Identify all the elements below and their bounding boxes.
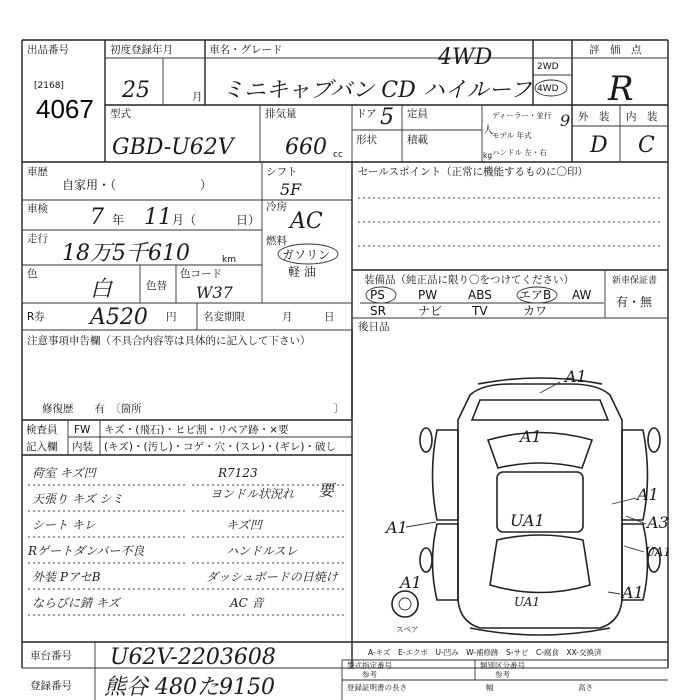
recycle-value: A520	[90, 305, 148, 330]
handwritten-notes-left	[27, 466, 186, 615]
drive-value: 4WD	[438, 45, 493, 70]
color-value: 白	[90, 277, 113, 302]
damage-mark-9: UA1	[514, 595, 541, 609]
length-label: 長さ	[392, 683, 407, 692]
spare-label: スペア	[396, 625, 419, 634]
first-reg-label: 初度登録年月	[110, 44, 173, 56]
model-year-label: モデル 年式	[492, 131, 532, 140]
damage-mark-3: A1	[386, 518, 408, 537]
shaken-month-unit: 月（	[172, 213, 197, 227]
damage-mark-2: A1	[520, 427, 542, 446]
equip-airbag: エアB	[519, 288, 552, 302]
first-reg-month-unit: 月	[192, 91, 203, 103]
color-code-value: W37	[196, 283, 233, 302]
damage-mark-5: A3	[647, 513, 669, 532]
color-label: 色	[27, 268, 38, 280]
note-right-3: キズ凹	[226, 518, 262, 532]
damage-mark-6: UA1	[510, 511, 545, 530]
handle-label: ハンドル 左・右	[492, 148, 547, 157]
handwritten-notes-right	[192, 466, 346, 615]
name-change-label: 名変期限	[203, 311, 245, 323]
shaken-label: 車検	[27, 203, 48, 215]
recycle-unit: 円	[166, 311, 177, 323]
car-wheel-fr	[648, 428, 660, 452]
equipment-row-2	[370, 304, 547, 318]
height-label: 高さ	[578, 683, 593, 692]
note-right-mark: 要	[318, 481, 335, 500]
equip-leather: カワ	[523, 304, 548, 318]
chassis-label: 車台番号	[30, 650, 72, 662]
car-hood	[472, 400, 608, 420]
chassis-value: U62V-2203608	[110, 645, 276, 670]
recycle-label: R券	[27, 311, 45, 323]
capacity-label: 定員	[407, 108, 428, 120]
displacement-label: 排気量	[265, 108, 297, 120]
aircon-label: 冷房	[266, 201, 287, 213]
capacity-unit: 人	[483, 124, 494, 136]
mileage-label: 走行	[27, 233, 48, 245]
shape-label: 形状	[356, 134, 377, 146]
note-left-5: 外装 PアセB	[32, 570, 101, 584]
load-unit: kg	[483, 151, 493, 160]
lot-label: 出品番号	[27, 44, 69, 56]
note-left-1: 荷室 キズ凹	[32, 466, 96, 480]
name-grade-value: ミニキャブバン CD ハイルーフ	[222, 78, 532, 103]
details-grid	[22, 162, 668, 668]
car-rear-window	[490, 535, 590, 593]
accessory-label: 後日品	[358, 321, 390, 333]
damage-mark-7: UA1	[645, 545, 672, 559]
rating-label: 評 価 点	[589, 44, 642, 56]
car-wheel-rl	[420, 548, 432, 572]
class-no-label: 類別区分番号	[480, 661, 525, 670]
spare-tire	[392, 591, 418, 617]
model-label: 型式	[110, 108, 131, 120]
note-left-3: シート キレ	[32, 518, 96, 532]
mileage-unit: km	[222, 255, 236, 265]
dealer-label: ディーラー・並行	[492, 111, 552, 120]
equip-sr: SR	[370, 304, 386, 318]
shift-label: シフト	[266, 166, 298, 178]
note-left-6: ならびに錆 キズ	[32, 596, 120, 610]
sales-point-label: セールスポイント（正常に機能するものに〇印）	[358, 166, 589, 178]
fw-label: FW	[74, 424, 91, 436]
note-right-1: R7123	[218, 466, 258, 480]
drive-4wd: 4WD	[537, 84, 559, 94]
car-left-rear-door	[433, 524, 459, 600]
repair-label: 修復歴 有 〔箇所	[42, 403, 142, 415]
doors-label: ドア	[356, 108, 377, 120]
fuel-value-diesel: 軽 油	[288, 265, 316, 279]
cert-label: 登録証明書の	[347, 683, 392, 692]
damage-annotations	[384, 367, 671, 609]
damage-mark-10: A1	[400, 573, 422, 592]
name-change-unit: 月 日	[282, 311, 335, 323]
model-value: GBD-U62V	[112, 135, 234, 160]
displacement-value: 660	[285, 135, 327, 160]
first-reg-year: 25	[122, 78, 150, 103]
interior-label: 内 装	[626, 111, 658, 123]
notes-title: 注意事項申告欄（不具合内容等は具体的に記入して下さい）	[27, 335, 311, 347]
reg-label: 登録番号	[30, 680, 72, 692]
car-left-front-door	[433, 430, 459, 520]
inspector-label-1: 検査員	[26, 424, 58, 436]
shaken-year-unit: 年	[112, 213, 125, 227]
car-wheel-fl	[420, 428, 432, 452]
equip-ps: PS	[370, 288, 385, 302]
car-rear-bumper	[470, 628, 610, 635]
warranty-value: 有・無	[616, 295, 653, 309]
note-right-6: AC 音	[230, 596, 264, 610]
mileage-value: 18万5千610	[62, 241, 190, 266]
note-left-2: 天張り キズ シミ	[32, 492, 124, 506]
damage-mark-4: A1	[637, 485, 659, 504]
note-right-4: ハンドルスレ	[226, 544, 298, 558]
equipment-row-1	[366, 287, 592, 303]
fw-items: キズ・(飛石)・ヒビ割・リペア跡・×要	[104, 424, 289, 436]
displacement-unit: cc	[333, 150, 343, 160]
exterior-value: D	[590, 133, 608, 158]
damage-legend: A-キズ E-エクボ U-凹み W-補修跡 S-サビ C-腐食 XX-交換済	[368, 648, 602, 657]
note-right-2: ヨンドル状況れ	[210, 487, 295, 501]
history-value: 自家用・（ ）	[62, 178, 213, 192]
inspector-label-2: 記入欄	[26, 441, 58, 453]
fuel-label: 燃料	[266, 235, 287, 247]
car-right-front-door	[622, 430, 648, 520]
color-code-label: 色コード	[180, 268, 222, 280]
color-code-chip: 色替	[146, 280, 167, 292]
spare-tire-hub	[399, 598, 411, 610]
exterior-label: 外 装	[578, 111, 610, 123]
note-left-4: Rゲートダンパー不良	[28, 544, 145, 558]
reg-value: 熊谷 480た9150	[104, 675, 275, 700]
aircon-value: AC	[290, 209, 323, 234]
interior-value: C	[638, 133, 655, 158]
ref-label-2: 参考	[495, 670, 510, 679]
note-right-5: ダッシュボードの日焼け	[206, 570, 338, 584]
repair-close: 〕	[334, 403, 345, 415]
load-label: 積載	[407, 134, 428, 146]
equipment-title: 装備品（純正品に限り〇をつけてください）	[364, 274, 574, 286]
lot-code: [2168]	[34, 81, 64, 91]
shift-value: 5F	[280, 180, 302, 199]
fuel-value-gasoline: ガソリン	[282, 248, 331, 262]
name-grade-label: 車名・グレード	[209, 44, 283, 56]
rating-value: R	[608, 69, 634, 109]
history-label: 車歴	[27, 166, 48, 178]
equip-tv: TV	[472, 304, 488, 318]
equip-pw: PW	[418, 288, 438, 302]
width-label: 幅	[486, 683, 494, 692]
damage-mark-8: A1	[622, 583, 644, 602]
warranty-label: 新車保証書	[612, 276, 658, 286]
interior-inspect-label: 内装	[72, 441, 93, 453]
drive-2wd: 2WD	[537, 62, 559, 72]
ref-label: 参考	[362, 670, 377, 679]
shaken-year: 7	[90, 205, 104, 230]
type-no-label: 型式指定番号	[347, 661, 392, 670]
equip-navi: ナビ	[418, 304, 443, 318]
interior-items: (キズ)・(汚し)・コゲ・穴・(スレ)・(ギレ)・破し	[104, 441, 336, 453]
equip-abs: ABS	[468, 288, 492, 302]
equip-aw: AW	[572, 288, 592, 302]
shaken-month: 11	[144, 205, 172, 230]
doors-value: 5	[380, 105, 394, 130]
damage-mark-1: A1	[565, 367, 587, 386]
shaken-day-unit: 日）	[236, 213, 261, 227]
lot-number: 4067	[36, 94, 94, 124]
capacity-value: 9	[560, 111, 571, 130]
